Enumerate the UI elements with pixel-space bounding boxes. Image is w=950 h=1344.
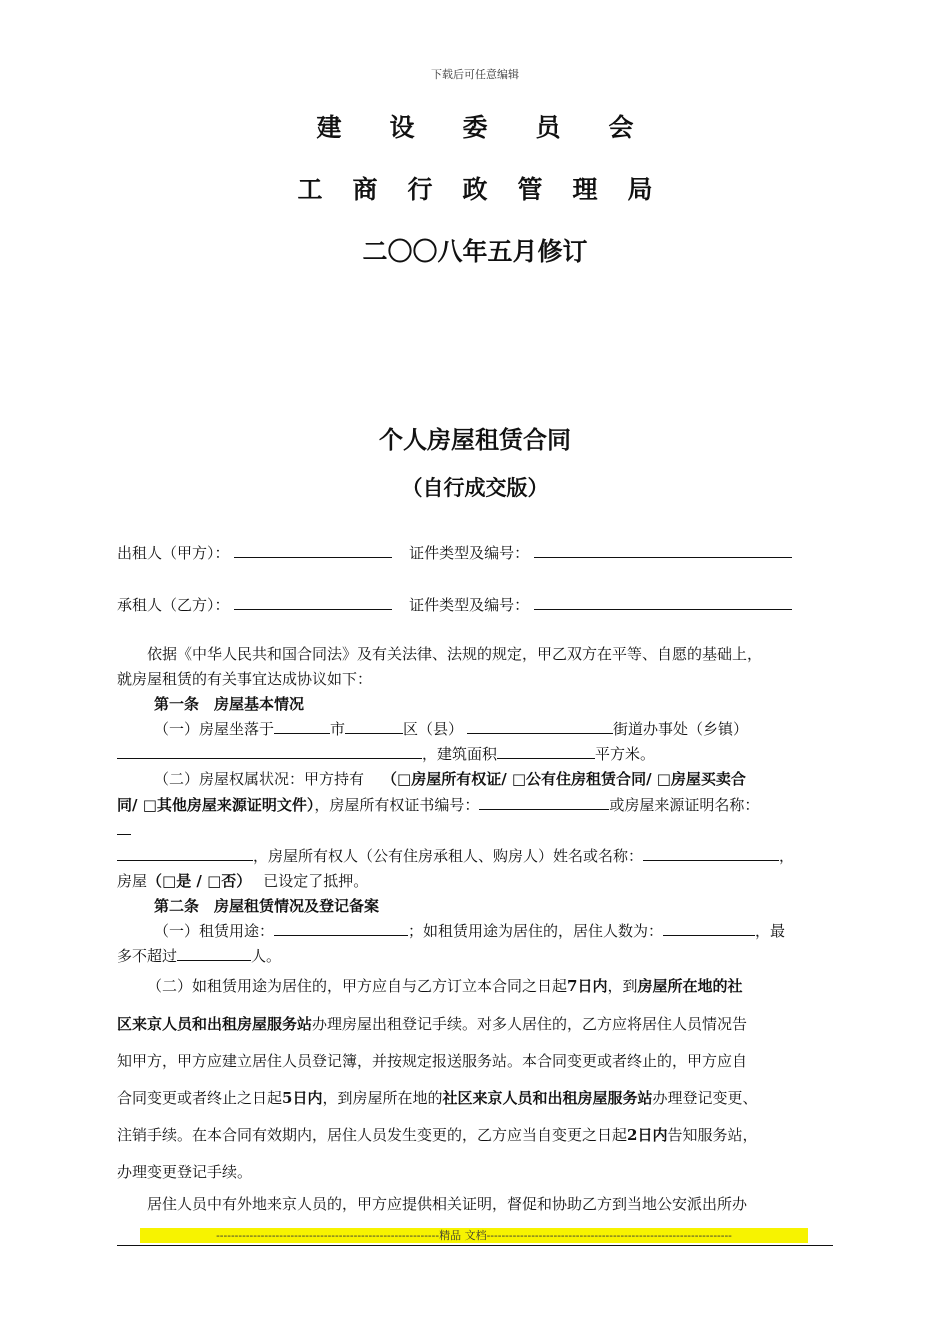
document-title: 个人房屋租赁合同 [379, 425, 571, 454]
header-note: 下载后可任意编辑 [431, 68, 519, 81]
district-field[interactable] [345, 719, 403, 734]
usage-field[interactable] [274, 921, 408, 936]
occupants-field[interactable] [663, 921, 755, 936]
intro-line-1: 依据《中华人民共和国合同法》及有关法律、法规的规定，甲乙双方在平等、自愿的基础上， [147, 645, 763, 663]
article-2-item-2-line-6: 办理变更登记手续。 [117, 1163, 253, 1181]
revision-date: 二〇〇八年五月修订 [362, 237, 588, 266]
article-1-item-2-owner: ，房屋所有权人（公有住房承租人、购房人）姓名或名称： ， [117, 845, 794, 866]
lessor-id-label: 证件类型及编号： [409, 544, 530, 562]
footer-label: 精品 文档 [439, 1229, 487, 1242]
article-1-title: 第一条 房屋基本情况 [154, 695, 305, 713]
lessor-label: 出租人（甲方）： [117, 544, 230, 562]
lessee-row [117, 594, 792, 615]
lessee-label: 承租人（乙方）： [117, 596, 230, 614]
article-2-item-2-line-2: 区来京人员和出租房屋服务站办理房屋出租登记手续。对多人居住的，乙方应将居住人员情况告 [117, 1015, 748, 1033]
article-1-item-1-cont: ，建筑面积 平方米。 [117, 743, 655, 764]
article-1-item-1: （一）房屋坐落于 市 区（县） 街道办事处（乡镇） [154, 720, 749, 738]
max-occupants-field[interactable] [177, 946, 251, 961]
article-1-item-2: （二）房屋权属状况：甲方持有 （□房屋所有权证/ □公有住房租赁合同/ □房屋买卖合 [154, 770, 746, 788]
article-2-item-3-line-1: 居住人员中有外地来京人员的，甲方应提供相关证明，督促和协助乙方到当地公安派出所办 [147, 1195, 748, 1213]
lessee-id-label: 证件类型及编号： [409, 596, 530, 614]
mortgage-options[interactable]: （□是 / □否） [147, 872, 252, 890]
address-field[interactable] [117, 744, 422, 759]
certificate-number-field[interactable] [479, 795, 609, 810]
document-subtitle: （自行成交版） [401, 475, 549, 500]
lessor-id-field[interactable] [534, 543, 792, 558]
footer-rule [117, 1245, 833, 1246]
article-1-item-2-cont: 同/ □其他房屋来源证明文件），房屋所有权证书编号： 或房屋来源证明名称： [117, 796, 760, 814]
org-line-construction-committee: 建 设 委 员 会 [316, 113, 634, 142]
street-field[interactable] [467, 719, 613, 734]
city-field[interactable] [274, 719, 330, 734]
article-2-item-2-line-3: 知甲方，甲方应建立居住人员登记簿，并按规定报送服务站。本合同变更或者终止的，甲方应自 [117, 1052, 748, 1070]
lessee-id-field[interactable] [534, 595, 792, 610]
lessor-row [117, 542, 792, 563]
article-2-title: 第二条 房屋租赁情况及登记备案 [154, 897, 380, 915]
article-2-item-2-line-4: 合同变更或者终止之日起5日内，到房屋所在地的社区来京人员和出租房屋服务站办理登记变更、 [117, 1089, 758, 1107]
blank-stub [117, 834, 131, 835]
footer-band: ------------------------------------------------------------精品 文档------------------------------------------------------------------ [140, 1228, 808, 1243]
article-1-mortgage: 房屋（□是 / □否） 已设定了抵押。 [117, 872, 369, 890]
org-line-industry-commerce-bureau: 工 商 行 政 管 理 局 [297, 175, 653, 204]
article-2-item-1-cont: 多不超过 人。 [117, 947, 282, 965]
area-field[interactable] [497, 744, 595, 759]
source-name-field[interactable] [117, 846, 253, 861]
lessee-name-field[interactable] [234, 595, 392, 610]
article-2-item-2-line-5: 注销手续。在本合同有效期内，居住人员发生变更的，乙方应当自变更之日起2日内告知服务站， [117, 1126, 758, 1144]
intro-line-2: 就房屋租赁的有关事宜达成协议如下： [117, 670, 373, 688]
lessor-name-field[interactable] [234, 543, 392, 558]
article-2-item-2-line-1: （二）如租赁用途为居住的，甲方应自与乙方订立本合同之日起7日内，到房屋所在地的社 [147, 977, 743, 995]
owner-name-field[interactable] [643, 846, 779, 861]
article-2-item-1: （一）租赁用途： ；如租赁用途为居住的，居住人数为： ，最 [154, 922, 786, 940]
